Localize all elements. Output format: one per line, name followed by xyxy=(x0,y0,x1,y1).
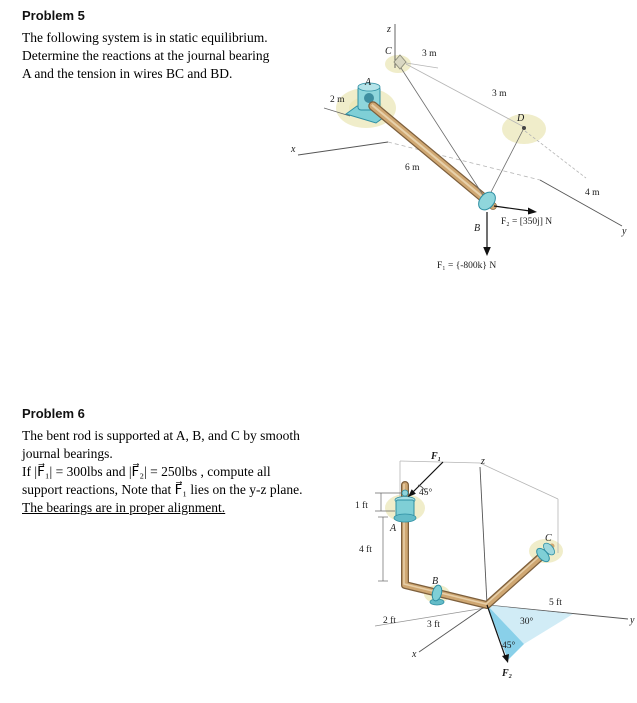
p6-body-underlined: The bearings are in proper alignment. xyxy=(22,500,226,516)
p6-body-line1: The bent rod is supported at A, B, and C by smooth journal bearings. xyxy=(22,428,300,462)
dim-3m-top: 3 m xyxy=(422,49,437,59)
force-f2-label: F₂ xyxy=(502,668,513,679)
angle-45-bottom-label: 45° xyxy=(502,641,516,651)
force-f1-label: F₁ xyxy=(431,451,442,462)
dim-2m: 2 m xyxy=(330,95,345,105)
angle-fan xyxy=(487,605,573,660)
problem5-section xyxy=(22,8,274,83)
axis-y-label: y xyxy=(630,615,635,626)
point-b-label: B xyxy=(432,576,439,587)
force-f1-arrow xyxy=(483,212,491,256)
shaft-rod xyxy=(372,105,486,200)
axis-z-label: z xyxy=(387,24,391,35)
dim-6m: 6 m xyxy=(405,163,420,173)
problem6-diagram xyxy=(345,445,637,703)
force-f2-arrow xyxy=(494,206,537,215)
problem6-title: Problem 6 xyxy=(22,406,85,421)
p6-body-line2: If |F⃗₁| = 300lbs and |F⃗₂| = 250lbs , compute all support reactions, Note that F⃗₁ lies on the y-z plane. xyxy=(22,464,303,498)
problem5-diagram xyxy=(288,10,633,293)
dim-4ft: 4 ft xyxy=(359,545,372,555)
problem6-body xyxy=(22,427,314,517)
problem6-figure xyxy=(345,445,637,703)
force-f1-label: F₁ = {-800k} N xyxy=(437,261,497,271)
problem5-body: The following system is in static equilibrium. Determine the reactions at the journal bearing A and the tension in wires BC and BD. xyxy=(22,30,270,82)
axis-y-label: y xyxy=(622,226,627,237)
axis-x-label: x xyxy=(412,649,417,660)
dim-1ft: 1 ft xyxy=(355,501,368,511)
dim-3ft: 3 ft xyxy=(427,620,440,630)
point-a-label: A xyxy=(390,523,397,534)
point-a-label: A xyxy=(365,77,372,88)
force-f2-label: F₂ = [350j] N xyxy=(501,217,553,227)
point-c-label: C xyxy=(385,46,392,57)
problem5-figure xyxy=(288,10,633,288)
axes-and-construction xyxy=(298,24,622,226)
dim-4m: 4 m xyxy=(585,188,600,198)
point-d-label: D xyxy=(517,113,525,124)
dim-2ft: 2 ft xyxy=(383,616,396,626)
point-c-label: C xyxy=(545,533,552,544)
angle-45-top-label: 45° xyxy=(419,488,433,498)
problem6-section xyxy=(22,406,314,517)
construction-plane xyxy=(400,461,558,604)
axis-x-label: x xyxy=(291,144,296,155)
axis-z-label: z xyxy=(481,456,485,467)
bent-rod xyxy=(404,484,552,605)
dim-5ft: 5 ft xyxy=(549,598,562,608)
problem5-title: Problem 5 xyxy=(22,8,85,23)
angle-30-label: 30° xyxy=(520,617,534,627)
point-b-label: B xyxy=(474,223,481,234)
dim-3m-right: 3 m xyxy=(492,89,507,99)
